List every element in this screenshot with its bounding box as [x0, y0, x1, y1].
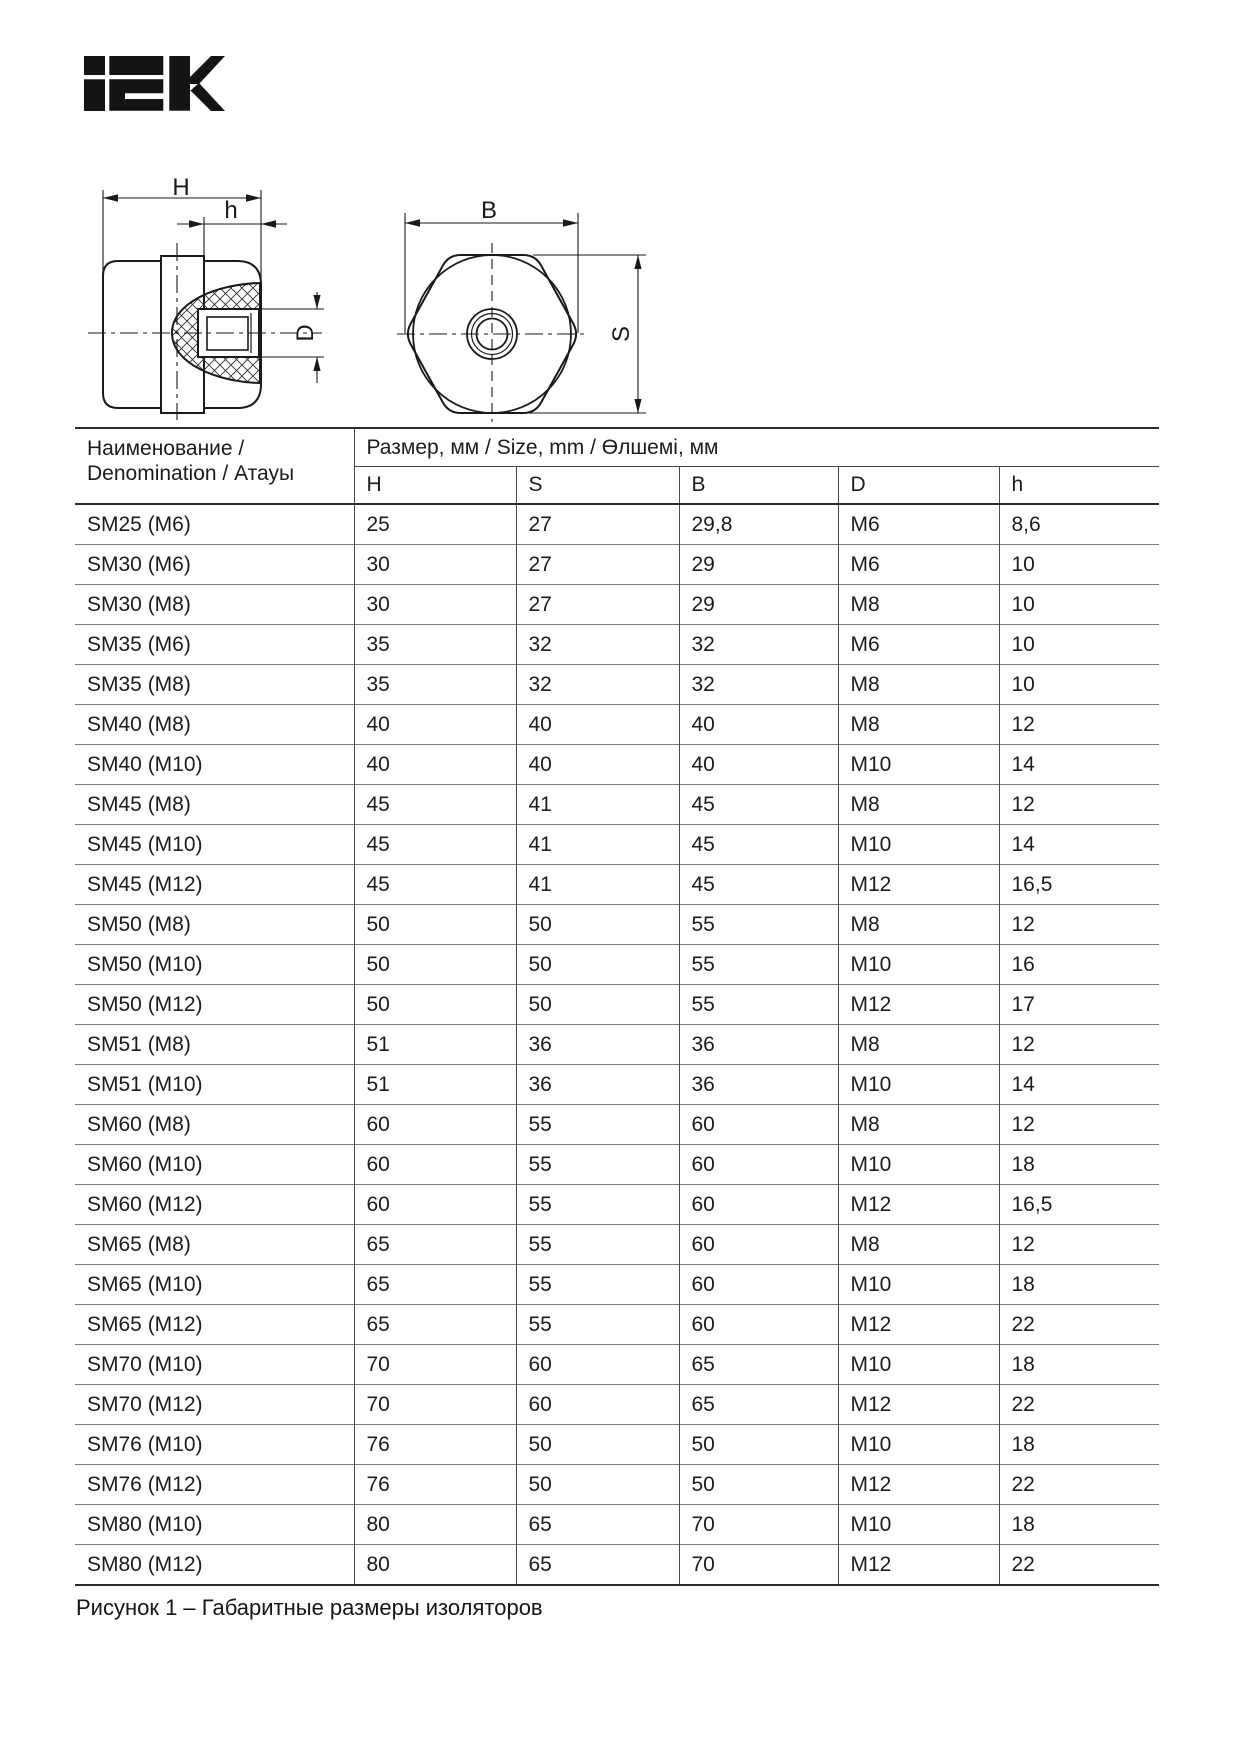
- row-value-cell: 60: [516, 1345, 679, 1385]
- arrowhead: [634, 255, 641, 269]
- row-value-cell: 36: [679, 1025, 838, 1065]
- row-value-cell: 12: [999, 905, 1159, 945]
- row-name-cell: SM51 (M8): [75, 1025, 354, 1065]
- technical-drawings: [0, 145, 1245, 445]
- row-name-cell: SM25 (M6): [75, 504, 354, 545]
- iek-logo: [84, 56, 225, 111]
- row-value-cell: M12: [838, 865, 999, 905]
- row-value-cell: 40: [516, 745, 679, 785]
- row-value-cell: 50: [354, 905, 516, 945]
- column-header-B: B: [679, 467, 838, 505]
- row-value-cell: 22: [999, 1545, 1159, 1586]
- row-value-cell: 29: [679, 545, 838, 585]
- table-row: [75, 1345, 1159, 1385]
- arrowhead: [103, 194, 118, 202]
- arrowhead: [261, 220, 276, 228]
- row-name-cell: SM51 (M10): [75, 1065, 354, 1105]
- row-value-cell: 60: [516, 1385, 679, 1425]
- row-value-cell: 18: [999, 1425, 1159, 1465]
- row-value-cell: 76: [354, 1465, 516, 1505]
- row-value-cell: 65: [516, 1505, 679, 1545]
- table-row: [75, 705, 1159, 745]
- row-value-cell: 10: [999, 545, 1159, 585]
- table-row: [75, 1385, 1159, 1425]
- row-value-cell: 50: [516, 945, 679, 985]
- row-value-cell: 22: [999, 1305, 1159, 1345]
- row-name-cell: SM40 (M10): [75, 745, 354, 785]
- row-name-cell: SM70 (M12): [75, 1385, 354, 1425]
- dim-label-B: B: [480, 197, 498, 224]
- row-name-cell: SM35 (M6): [75, 625, 354, 665]
- row-value-cell: 16,5: [999, 1185, 1159, 1225]
- row-value-cell: 60: [679, 1185, 838, 1225]
- row-value-cell: 22: [999, 1385, 1159, 1425]
- row-value-cell: M8: [838, 905, 999, 945]
- row-value-cell: 60: [354, 1105, 516, 1145]
- table-row: [75, 625, 1159, 665]
- row-value-cell: 55: [679, 985, 838, 1025]
- row-name-cell: SM50 (M10): [75, 945, 354, 985]
- row-value-cell: 12: [999, 705, 1159, 745]
- row-value-cell: 18: [999, 1345, 1159, 1385]
- row-value-cell: 50: [679, 1465, 838, 1505]
- table-row: [75, 1105, 1159, 1145]
- table-row: [75, 504, 1159, 545]
- row-value-cell: M10: [838, 1505, 999, 1545]
- row-value-cell: 55: [679, 905, 838, 945]
- row-value-cell: 16,5: [999, 865, 1159, 905]
- row-value-cell: M10: [838, 1345, 999, 1385]
- table-row: [75, 1225, 1159, 1265]
- arrowhead: [189, 220, 204, 228]
- row-name-cell: SM60 (M10): [75, 1145, 354, 1185]
- row-value-cell: 22: [999, 1465, 1159, 1505]
- row-value-cell: M6: [838, 504, 999, 545]
- row-value-cell: 55: [516, 1225, 679, 1265]
- row-value-cell: 10: [999, 625, 1159, 665]
- row-value-cell: 55: [679, 945, 838, 985]
- arrowhead: [563, 219, 578, 227]
- column-header-S: S: [516, 467, 679, 505]
- size-group-header: Размер, мм / Size, mm / Өлшемі, мм: [354, 428, 1159, 467]
- row-name-cell: SM76 (M12): [75, 1465, 354, 1505]
- column-header-h: h: [999, 467, 1159, 505]
- row-value-cell: M12: [838, 1185, 999, 1225]
- row-value-cell: 29,8: [679, 504, 838, 545]
- row-value-cell: 27: [516, 504, 679, 545]
- arrowhead: [634, 399, 641, 413]
- row-value-cell: 55: [516, 1305, 679, 1345]
- table-row: [75, 825, 1159, 865]
- row-value-cell: 40: [354, 745, 516, 785]
- dim-label-H: H: [172, 174, 190, 201]
- row-value-cell: 36: [516, 1065, 679, 1105]
- table-row: [75, 545, 1159, 585]
- row-value-cell: 10: [999, 665, 1159, 705]
- row-value-cell: M8: [838, 665, 999, 705]
- row-value-cell: 51: [354, 1065, 516, 1105]
- name-header-line2: Denomination / Атауы: [87, 462, 295, 485]
- row-value-cell: 60: [679, 1265, 838, 1305]
- row-value-cell: 45: [679, 785, 838, 825]
- row-value-cell: M8: [838, 585, 999, 625]
- row-value-cell: 18: [999, 1265, 1159, 1305]
- table-row: [75, 1305, 1159, 1345]
- table-row: [75, 1465, 1159, 1505]
- row-value-cell: 60: [679, 1145, 838, 1185]
- table-row: [75, 1145, 1159, 1185]
- row-value-cell: 80: [354, 1505, 516, 1545]
- row-value-cell: 41: [516, 825, 679, 865]
- row-value-cell: 12: [999, 1225, 1159, 1265]
- column-header-D: D: [838, 467, 999, 505]
- row-value-cell: M8: [838, 1225, 999, 1265]
- row-value-cell: 30: [354, 545, 516, 585]
- table-body: [75, 504, 1159, 1585]
- row-value-cell: 45: [679, 865, 838, 905]
- row-name-cell: SM45 (M12): [75, 865, 354, 905]
- name-column-header: [75, 428, 354, 504]
- table-row: [75, 1545, 1159, 1586]
- column-header-H: H: [354, 467, 516, 505]
- row-value-cell: 45: [354, 865, 516, 905]
- table-row: [75, 865, 1159, 905]
- name-header-line1: Наименование /: [87, 437, 245, 460]
- table-row: [75, 1265, 1159, 1305]
- row-name-cell: SM40 (M8): [75, 705, 354, 745]
- table-header-row-top: [75, 428, 1159, 467]
- row-value-cell: 45: [354, 785, 516, 825]
- row-value-cell: 45: [679, 825, 838, 865]
- row-value-cell: 50: [516, 1465, 679, 1505]
- row-value-cell: 60: [679, 1105, 838, 1145]
- row-value-cell: M8: [838, 705, 999, 745]
- row-value-cell: M12: [838, 1465, 999, 1505]
- row-value-cell: 30: [354, 585, 516, 625]
- row-value-cell: 12: [999, 1105, 1159, 1145]
- row-value-cell: 40: [354, 705, 516, 745]
- row-value-cell: 10: [999, 585, 1159, 625]
- row-value-cell: M8: [838, 785, 999, 825]
- row-value-cell: 55: [516, 1145, 679, 1185]
- row-value-cell: 12: [999, 785, 1159, 825]
- figure-caption: Рисунок 1 – Габаритные размеры изоляторов: [76, 1595, 543, 1620]
- row-value-cell: 50: [516, 1425, 679, 1465]
- row-value-cell: 55: [516, 1105, 679, 1145]
- row-name-cell: SM65 (M10): [75, 1265, 354, 1305]
- row-name-cell: SM45 (M8): [75, 785, 354, 825]
- arrowhead: [405, 219, 420, 227]
- table-row: [75, 665, 1159, 705]
- row-value-cell: 8,6: [999, 504, 1159, 545]
- table-row: [75, 945, 1159, 985]
- dim-label-D: D: [292, 324, 319, 342]
- row-value-cell: 65: [354, 1265, 516, 1305]
- row-value-cell: M8: [838, 1025, 999, 1065]
- dim-label-S: S: [608, 325, 635, 343]
- table-row: [75, 1025, 1159, 1065]
- row-value-cell: 65: [679, 1345, 838, 1385]
- row-value-cell: M10: [838, 1425, 999, 1465]
- table-row: [75, 745, 1159, 785]
- row-value-cell: M10: [838, 945, 999, 985]
- row-value-cell: 17: [999, 985, 1159, 1025]
- row-value-cell: 65: [354, 1225, 516, 1265]
- arrowhead: [313, 357, 320, 371]
- side-view-drawing: [88, 174, 324, 420]
- row-value-cell: 65: [516, 1545, 679, 1586]
- row-value-cell: 45: [354, 825, 516, 865]
- row-value-cell: 50: [354, 985, 516, 1025]
- row-value-cell: M12: [838, 1385, 999, 1425]
- row-value-cell: M6: [838, 625, 999, 665]
- row-value-cell: 55: [516, 1185, 679, 1225]
- row-value-cell: 27: [516, 545, 679, 585]
- row-value-cell: 50: [516, 905, 679, 945]
- row-value-cell: 41: [516, 865, 679, 905]
- row-value-cell: 14: [999, 745, 1159, 785]
- row-value-cell: 18: [999, 1145, 1159, 1185]
- row-value-cell: 40: [516, 705, 679, 745]
- row-value-cell: 70: [354, 1385, 516, 1425]
- row-value-cell: 40: [679, 705, 838, 745]
- row-name-cell: SM80 (M12): [75, 1545, 354, 1586]
- row-value-cell: 70: [679, 1545, 838, 1586]
- row-value-cell: 60: [354, 1185, 516, 1225]
- row-name-cell: SM50 (M8): [75, 905, 354, 945]
- row-value-cell: M10: [838, 1065, 999, 1105]
- row-value-cell: 16: [999, 945, 1159, 985]
- row-name-cell: SM30 (M6): [75, 545, 354, 585]
- row-value-cell: 35: [354, 665, 516, 705]
- row-name-cell: SM76 (M10): [75, 1425, 354, 1465]
- front-view-drawing: [397, 197, 646, 422]
- row-value-cell: 55: [516, 1265, 679, 1305]
- row-value-cell: M10: [838, 825, 999, 865]
- row-value-cell: 35: [354, 625, 516, 665]
- row-value-cell: 41: [516, 785, 679, 825]
- row-value-cell: 60: [679, 1225, 838, 1265]
- table-row: [75, 905, 1159, 945]
- row-value-cell: 14: [999, 1065, 1159, 1105]
- row-value-cell: 65: [679, 1385, 838, 1425]
- row-value-cell: M10: [838, 745, 999, 785]
- row-name-cell: SM45 (M10): [75, 825, 354, 865]
- row-value-cell: M10: [838, 1265, 999, 1305]
- row-name-cell: SM80 (M10): [75, 1505, 354, 1545]
- row-value-cell: 32: [679, 665, 838, 705]
- row-value-cell: M12: [838, 1545, 999, 1586]
- table-row: [75, 1185, 1159, 1225]
- row-value-cell: 25: [354, 504, 516, 545]
- row-name-cell: SM35 (M8): [75, 665, 354, 705]
- row-value-cell: M6: [838, 545, 999, 585]
- row-value-cell: 29: [679, 585, 838, 625]
- row-value-cell: 51: [354, 1025, 516, 1065]
- row-name-cell: SM65 (M8): [75, 1225, 354, 1265]
- row-value-cell: 65: [354, 1305, 516, 1345]
- row-value-cell: 14: [999, 825, 1159, 865]
- row-value-cell: 50: [679, 1425, 838, 1465]
- table-row: [75, 985, 1159, 1025]
- arrowhead: [313, 295, 320, 309]
- row-name-cell: SM60 (M12): [75, 1185, 354, 1225]
- iek-logo-glyphs: [84, 56, 225, 111]
- row-value-cell: 76: [354, 1425, 516, 1465]
- row-value-cell: 50: [354, 945, 516, 985]
- row-name-cell: SM60 (M8): [75, 1105, 354, 1145]
- row-value-cell: 32: [516, 665, 679, 705]
- row-value-cell: M10: [838, 1145, 999, 1185]
- table-row: [75, 785, 1159, 825]
- row-value-cell: 70: [679, 1505, 838, 1545]
- row-value-cell: 36: [679, 1065, 838, 1105]
- dim-label-h: h: [224, 197, 238, 224]
- table-row: [75, 1425, 1159, 1465]
- row-value-cell: 27: [516, 585, 679, 625]
- table-row: [75, 585, 1159, 625]
- row-value-cell: 70: [354, 1345, 516, 1385]
- row-value-cell: M8: [838, 1105, 999, 1145]
- row-value-cell: M12: [838, 985, 999, 1025]
- row-value-cell: 60: [679, 1305, 838, 1345]
- dimensions-table: [75, 427, 1159, 1586]
- row-value-cell: 50: [516, 985, 679, 1025]
- row-value-cell: 40: [679, 745, 838, 785]
- row-name-cell: SM70 (M10): [75, 1345, 354, 1385]
- row-value-cell: 32: [679, 625, 838, 665]
- row-value-cell: 36: [516, 1025, 679, 1065]
- row-value-cell: 60: [354, 1145, 516, 1185]
- row-value-cell: M12: [838, 1305, 999, 1345]
- row-value-cell: 80: [354, 1545, 516, 1586]
- row-value-cell: 18: [999, 1505, 1159, 1545]
- row-name-cell: SM65 (M12): [75, 1305, 354, 1345]
- table-row: [75, 1065, 1159, 1105]
- row-value-cell: 12: [999, 1025, 1159, 1065]
- arrowhead: [246, 194, 261, 202]
- table-row: [75, 1505, 1159, 1545]
- row-name-cell: SM30 (M8): [75, 585, 354, 625]
- row-name-cell: SM50 (M12): [75, 985, 354, 1025]
- row-value-cell: 32: [516, 625, 679, 665]
